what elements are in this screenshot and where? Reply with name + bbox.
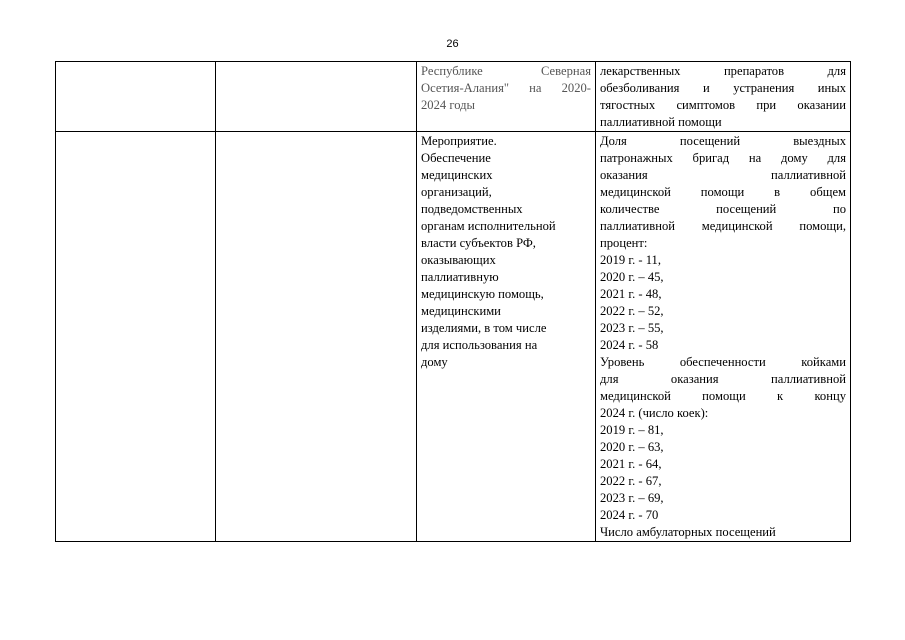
row1-col2-cell xyxy=(216,62,417,132)
indicator-line: обезболивания и устранения иных xyxy=(600,81,846,95)
indicator1-value: 2024 г. - 58 xyxy=(600,338,659,352)
indicator2-value: 2021 г. - 64, xyxy=(600,457,662,471)
measure-line: медицинскими xyxy=(421,304,501,318)
indicator1-line: количестве посещений по xyxy=(600,202,846,216)
indicator1-value: 2023 г. – 55, xyxy=(600,321,664,335)
indicator-line: паллиативной помощи xyxy=(600,115,722,129)
indicator2-value: 2019 г. – 81, xyxy=(600,423,664,437)
indicator2-value: 2023 г. – 69, xyxy=(600,491,664,505)
indicator-line: тягостных симптомов при оказании xyxy=(600,98,846,112)
row2-col2-cell xyxy=(216,132,417,542)
measure-line: для использования на xyxy=(421,338,538,352)
measure-line: дому xyxy=(421,355,448,369)
row2-indicators-cell xyxy=(596,132,851,542)
indicator1-unit: процент: xyxy=(600,236,648,250)
measure-line: изделиями, в том числе xyxy=(421,321,547,335)
table-row xyxy=(56,62,851,132)
measure-line: органам исполнительной xyxy=(421,219,556,233)
indicator1-line: оказания паллиативной xyxy=(600,168,846,182)
measure-line: паллиативную xyxy=(421,270,499,284)
row2-col1-cell xyxy=(56,132,216,542)
page-number: 26 xyxy=(446,38,459,50)
measure-line: подведомственных xyxy=(421,202,523,216)
measure-line: организаций, xyxy=(421,185,492,199)
program-name-line: Республике Северная xyxy=(421,64,591,78)
indicator2-value: 2024 г. - 70 xyxy=(600,508,659,522)
program-name-line: 2024 годы xyxy=(421,98,475,112)
indicator1-value: 2021 г. - 48, xyxy=(600,287,662,301)
indicator2-value: 2020 г. – 63, xyxy=(600,440,664,454)
measure-line: Мероприятие. xyxy=(421,134,497,148)
indicator1-value: 2022 г. – 52, xyxy=(600,304,664,318)
program-name-line: Осетия-Алания" на 2020- xyxy=(421,81,591,95)
indicator1-value: 2020 г. – 45, xyxy=(600,270,664,284)
indicator1-line: патронажных бригад на дому для xyxy=(600,151,846,165)
indicator2-line: медицинской помощи к концу xyxy=(600,389,846,403)
indicator1-line: паллиативной медицинской помощи, xyxy=(600,219,846,233)
measure-line: медицинскую помощь, xyxy=(421,287,544,301)
indicator-line: лекарственных препаратов для xyxy=(600,64,846,78)
indicator3-title: Число амбулаторных посещений xyxy=(600,525,776,539)
measure-line: оказывающих xyxy=(421,253,496,267)
measure-line: Обеспечение xyxy=(421,151,491,165)
indicator1-line: Доля посещений выездных xyxy=(600,134,846,148)
indicator1-value: 2019 г. - 11, xyxy=(600,253,661,267)
table-row xyxy=(56,132,851,542)
indicator2-value: 2022 г. - 67, xyxy=(600,474,662,488)
row1-indicator-cell xyxy=(596,62,851,132)
row1-col1-cell xyxy=(56,62,216,132)
program-table xyxy=(55,61,851,542)
indicator2-line: для оказания паллиативной xyxy=(600,372,846,386)
row1-program-name-cell xyxy=(417,62,596,132)
indicator2-unit: 2024 г. (число коек): xyxy=(600,406,709,420)
measure-line: медицинских xyxy=(421,168,493,182)
row2-measure-cell xyxy=(417,132,596,542)
measure-line: власти субъектов РФ, xyxy=(421,236,536,250)
indicator2-line: Уровень обеспеченности койками xyxy=(600,355,846,369)
indicator1-line: медицинской помощи в общем xyxy=(600,185,846,199)
